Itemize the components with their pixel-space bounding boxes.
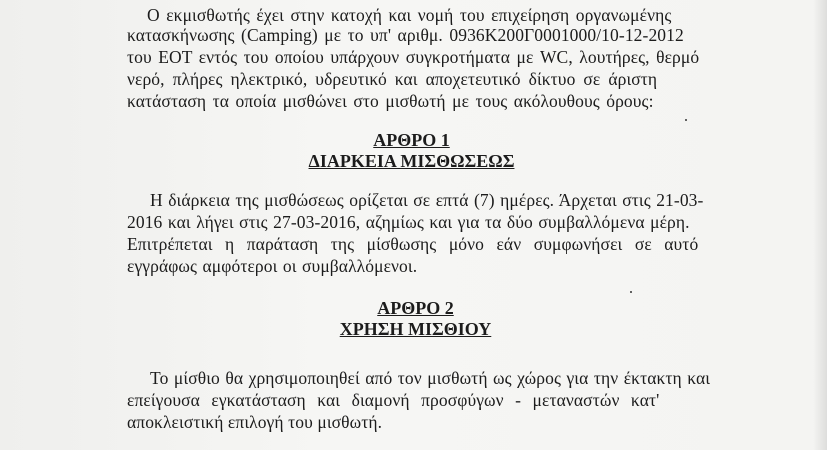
article-2-title: ΧΡΗΣΗ ΜΙΣΘΙΟΥ [339,319,492,339]
article-1-line-2: 2016 και λήγει στις 27-03-2016, αζημίως και για τα δύο συμβαλλόμενα μέρη. [127,212,690,232]
intro-line-3: του ΕΟΤ εντός του οποίου υπάρχουν συγκροτήματα με WC, λουτήρες, θερμό [127,47,700,67]
article-2-line-2: επείγουσα εγκατάσταση και διαμονή προσφύγων - μεταναστών κατ' [127,390,660,410]
article-2-line-3: αποκλειστική επιλογή του μισθωτή. [127,412,383,432]
article-1-line-3: Επιτρέπεται η παράταση της μίσθωσης μόνο εάν συμφωνήσει σε αυτό [127,234,699,254]
scan-speck [630,291,632,293]
article-1-number: ΑΡΘΡΟ 1 [373,130,450,150]
scan-speck [685,119,687,121]
article-2-line-1: Το μίσθιο θα χρησιμοποιηθεί από τον μισθωτή ως χώρος για την έκτακτη και [150,368,711,388]
article-1-line-1: Η διάρκεια της μισθώσεως ορίζεται σε επτά (7) ημέρες. Άρχεται στις 21-03- [150,190,704,210]
intro-line-4: νερό, πλήρες ηλεκτρικό, υδρευτικό και αποχετευτικό δίκτυο σε άριστη [127,69,658,89]
intro-line-5: κατάσταση τα οποία μισθώνει στο μισθωτή με τους ακόλουθους όρους: [127,91,654,111]
article-1-title: ΔΙΑΡΚΕΙΑ ΜΙΣΘΩΣΕΩΣ [308,151,515,171]
article-2-number: ΑΡΘΡΟ 2 [377,298,454,318]
intro-line-1: Ο εκμισθωτής έχει στην κατοχή και νομή του επιχείρηση οργανωμένης [147,5,672,25]
intro-line-2: κατασκήνωσης (Camping) με το υπ' αριθμ. 0936Κ200Γ0001000/10-12-2012 [127,25,684,45]
article-1-line-4: εγγράφως αμφότεροι οι συμβαλλόμενοι. [127,256,418,276]
page-edge-shadow [813,0,827,450]
